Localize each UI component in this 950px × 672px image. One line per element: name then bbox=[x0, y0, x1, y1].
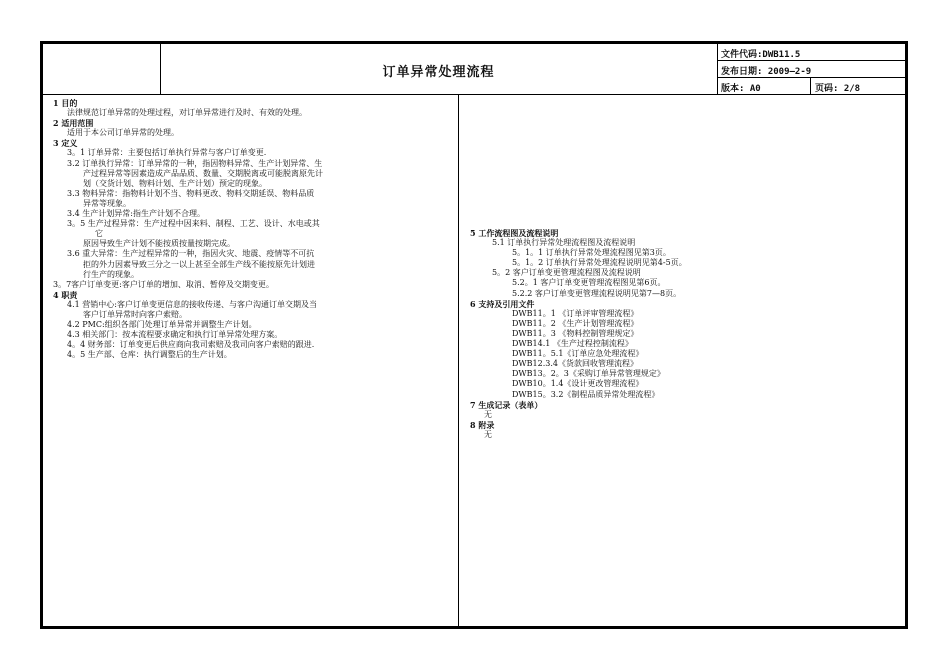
right-text-line: 6 支持及引用文件 bbox=[470, 298, 535, 309]
left-text-line: 适用于本公司订单异常的处理。 bbox=[67, 128, 179, 138]
document-title: 订单异常处理流程 bbox=[382, 64, 495, 80]
left-text-line: 3。1 订单异常：主要包括订单执行异常与客户订单变更. bbox=[67, 148, 267, 158]
right-column bbox=[470, 228, 900, 440]
left-text-line: 2 适用范围 bbox=[53, 118, 94, 129]
page-number: 页码: 2/8 bbox=[815, 84, 861, 94]
right-text-line: 5.2.2 客户订单变更管理流程说明见第7—8页。 bbox=[512, 288, 682, 298]
left-text-line: 划（交货计划、物料计划、生产计划）预定的现象。 bbox=[83, 178, 267, 188]
left-text-line: 4.3 相关部门：按本流程要求确定和执行订单异常处理方案。 bbox=[67, 330, 283, 340]
right-text-line: 5.2。1 客户订单变更管理流程图见第6页。 bbox=[512, 278, 666, 288]
left-text-line: 3。5 生产过程异常：生产过程中因来料、制程、工艺、设计、水电或其 bbox=[67, 219, 320, 229]
left-text-line: 异常等现象。 bbox=[83, 198, 131, 208]
left-text-line: 4.1 营销中心:客户订单变更信息的接收传递、与客户沟通订单交期及当 bbox=[67, 299, 317, 309]
left-text-line: 拒的外力因素导致三分之一以上甚至全部生产线不能按原先计划进 bbox=[83, 259, 315, 269]
right-text-line: 8 附录 bbox=[470, 419, 495, 430]
left-column bbox=[53, 98, 453, 360]
right-text-line: 无 bbox=[484, 429, 492, 439]
left-text-line: 3 定义 bbox=[53, 138, 78, 149]
left-text-line: 3.6 重大异常：生产过程异常的一种，指因火灾、地震、疫情等不可抗 bbox=[67, 249, 315, 259]
right-text-line: DWB11。1 《订单评审管理流程》 bbox=[512, 308, 639, 318]
header-divider bbox=[717, 43, 718, 94]
left-text-line: 3.2 订单执行异常：订单异常的一种，指因物料异常、生产计划异常、生 bbox=[67, 158, 323, 168]
left-text-line: 3.4 生产计划异常:指生产计划不合理。 bbox=[67, 209, 205, 219]
right-text-line: DWB10。1.4《设计更改管理流程》 bbox=[512, 379, 644, 389]
doc-code: 文件代码:DWB11.5 bbox=[721, 50, 801, 60]
left-text-line: 行生产的现象。 bbox=[83, 269, 139, 279]
left-text-line: 4.2 PMC:组织各部门处理订单异常并调整生产计划。 bbox=[67, 320, 257, 330]
issue-date: 发布日期: 2009—2-9 bbox=[721, 67, 812, 77]
right-text-line: DWB11。3 《物料控制管理规定》 bbox=[512, 328, 639, 338]
right-text-line: 7 生成记录（表单） bbox=[470, 399, 543, 410]
right-text-line: DWB11。5.1《订单应急处理流程》 bbox=[512, 349, 644, 359]
right-text-line: DWB15。3.2《制程品质异常处理流程》 bbox=[512, 389, 660, 399]
column-divider bbox=[458, 94, 459, 627]
left-text-line: 4 职责 bbox=[53, 289, 78, 300]
header-divider bbox=[810, 77, 811, 94]
header-divider bbox=[717, 60, 906, 61]
right-text-line: 5。1。1 订单执行异常处理流程图见第3页。 bbox=[512, 248, 671, 258]
right-text-line: DWB13。2。3《采购订单异常管理规定》 bbox=[512, 369, 665, 379]
right-text-line: 5。2 客户订单变更管理流程图及流程说明 bbox=[492, 268, 641, 278]
left-text-line: 3.3 物料异常：指物料计划不当、物料更改、物料交期延误、物料品质 bbox=[67, 188, 315, 198]
right-text-line: 无 bbox=[484, 409, 492, 419]
left-text-line: 产过程异常等因素造成产品品质、数量、交期脱离或可能脱离原先计 bbox=[83, 168, 323, 178]
left-text-line: 客户订单异常时向客户索赔。 bbox=[83, 309, 187, 319]
left-text-line: 原因导致生产计划不能按质按量按期完成。 bbox=[83, 239, 235, 249]
right-text-line: 5。1。2 订单执行异常处理流程说明见第4-5页。 bbox=[512, 258, 687, 268]
header-divider bbox=[717, 77, 906, 78]
right-text-line: 5 工作流程图及流程说明 bbox=[470, 228, 559, 238]
left-text-line: 4。5 生产部、仓库：执行调整后的生产计划。 bbox=[67, 350, 232, 360]
header-bottom-line bbox=[42, 94, 906, 95]
left-text-line: 3。7客户订单变更:客户订单的增加、取消、暂停及交期变更。 bbox=[53, 279, 274, 289]
right-text-line: DWB11。2 《生产计划管理流程》 bbox=[512, 318, 639, 328]
left-text-line: 它 bbox=[95, 229, 103, 239]
right-text-line: 5.1 订单执行异常处理流程图及流程说明 bbox=[492, 238, 636, 248]
left-text-line: 1 目的 bbox=[53, 98, 78, 108]
left-text-line: 法律规范订单异常的处理过程，对订单异常进行及时、有效的处理。 bbox=[67, 108, 307, 118]
right-text-line: DWB14.1 《生产过程控制流程》 bbox=[512, 339, 633, 349]
right-text-line: DWB12.3.4《货款回收管理流程》 bbox=[512, 359, 638, 369]
left-text-line: 4。4 财务部：订单变更后供应商向我司索赔及我司向客户索赔的跟进. bbox=[67, 340, 315, 350]
version: 版本: A0 bbox=[721, 84, 761, 94]
